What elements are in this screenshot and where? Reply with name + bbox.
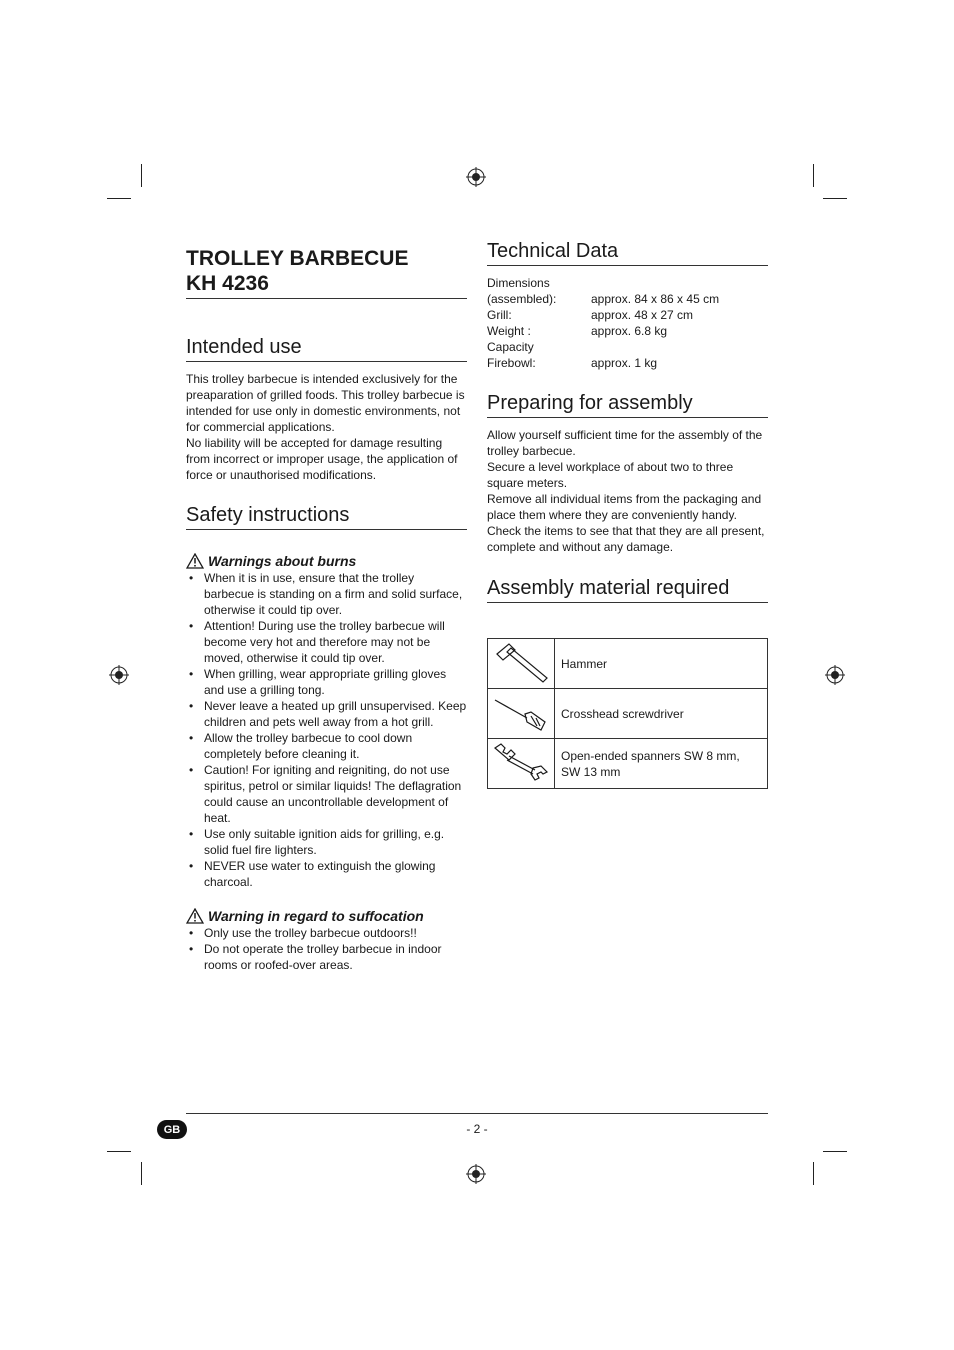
title-line-2: KH 4236 — [186, 272, 269, 295]
paragraph: Check the items to see that that they are all present, complete and without any damage. — [487, 524, 765, 554]
assembly-material-heading: Assembly material required — [487, 575, 768, 603]
table-row — [488, 689, 768, 739]
crop-mark — [823, 1151, 847, 1152]
tools-table — [487, 638, 768, 789]
table-row — [488, 639, 768, 689]
paragraph: Allow yourself sufficient time for the assembly of the trolley barbecue. — [487, 428, 763, 458]
intended-use-text — [186, 371, 467, 483]
table-row — [488, 739, 768, 789]
tech-value: approx. 48 x 27 cm — [591, 308, 694, 322]
warning-triangle-icon — [186, 553, 204, 569]
list-item: • Only use the trolley barbecue outdoors!! — [186, 925, 467, 941]
list-item: • Do not operate the trolley barbecue in indoor rooms or roofed-over areas. — [186, 941, 467, 973]
tech-row — [487, 307, 768, 323]
crop-mark — [823, 198, 847, 199]
warning-triangle-icon — [186, 908, 204, 924]
tech-value: approx. 1 kg — [591, 356, 658, 370]
tool-image-cell — [488, 689, 555, 739]
burns-warning-list — [186, 570, 467, 890]
crop-mark — [107, 1151, 131, 1152]
safety-instructions-heading: Safety instructions — [186, 502, 467, 530]
tool-image-cell — [488, 639, 555, 689]
crop-mark — [813, 164, 814, 187]
registration-mark-icon — [466, 167, 486, 187]
tech-label: Capacity — [487, 340, 534, 354]
tool-label: Open-ended spanners SW 8 mm, SW 13 mm — [555, 739, 768, 789]
burns-warning-heading — [186, 552, 467, 570]
burns-warning-title: Warnings about burns — [208, 553, 357, 569]
paragraph: This trolley barbecue is intended exclusively for the preaparation of grilled foods. This trolley barbecue is intended for use only in domestic environments, not for commercial applications. — [186, 372, 465, 434]
tool-image-cell — [488, 739, 555, 789]
preparing-assembly-heading: Preparing for assembly — [487, 390, 768, 418]
crop-mark — [813, 1162, 814, 1185]
tool-label: Hammer — [555, 639, 768, 689]
tech-label: Firebowl: — [487, 356, 536, 370]
list-item: • Never leave a heated up grill unsupervised. Keep children and pets well away from a hot grill. — [186, 698, 467, 730]
tech-row — [487, 291, 768, 307]
language-badge: GB — [157, 1120, 187, 1139]
tech-label: (assembled): — [487, 292, 557, 306]
technical-data-heading: Technical Data — [487, 238, 768, 266]
tool-label: Crosshead screwdriver — [555, 689, 768, 739]
registration-mark-icon — [466, 1164, 486, 1184]
tech-label: Weight : — [487, 324, 531, 338]
list-item: • When it is in use, ensure that the trolley barbecue is standing on a firm and solid surface, otherwise it could tip over. — [186, 570, 467, 618]
tech-value: approx. 84 x 86 x 45 cm — [591, 292, 720, 306]
hammer-icon — [491, 640, 551, 684]
suffocation-warning-list — [186, 925, 467, 973]
document-title — [186, 246, 467, 299]
crop-mark — [141, 164, 142, 187]
tech-label: Dimensions — [487, 276, 550, 290]
paragraph: No liability will be accepted for damage resulting from incorrect or improper usage, the application of force or unauthorised modifications. — [186, 436, 458, 482]
title-line-1: TROLLEY BARBECUE — [186, 247, 409, 270]
registration-mark-icon — [825, 665, 845, 685]
intended-use-heading: Intended use — [186, 334, 467, 362]
preparing-assembly-text — [487, 427, 768, 555]
right-column — [487, 238, 768, 789]
list-item: • Allow the trolley barbecue to cool down completely before cleaning it. — [186, 730, 467, 762]
crop-mark — [107, 198, 131, 199]
tech-row — [487, 339, 768, 355]
list-item: • Attention! During use the trolley barbecue will become very hot and therefore may not be moved, otherwise it could tip over. — [186, 618, 467, 666]
spanner-icon — [491, 740, 551, 784]
paragraph: Remove all individual items from the packaging and place them where they are conveniently handy. — [487, 492, 762, 522]
tech-row — [487, 323, 768, 339]
page-number: - 2 - — [466, 1122, 488, 1136]
crop-mark — [141, 1162, 142, 1185]
tech-value: approx. 6.8 kg — [591, 324, 668, 338]
tech-row — [487, 355, 768, 371]
left-column — [186, 246, 467, 973]
suffocation-warning-heading — [186, 907, 467, 925]
list-item: • Caution! For igniting and reigniting, do not use spiritus, petrol or similar liquids! The deflagration could cause an uncontrollable development of heat. — [186, 762, 467, 826]
screwdriver-icon — [491, 690, 551, 734]
list-item: • NEVER use water to extinguish the glowing charcoal. — [186, 858, 467, 890]
suffocation-warning-title: Warning in regard to suffocation — [208, 908, 424, 924]
tech-label: Grill: — [487, 308, 512, 322]
list-item: • When grilling, wear appropriate grilling gloves and use a grilling tong. — [186, 666, 467, 698]
registration-mark-icon — [109, 665, 129, 685]
list-item: • Use only suitable ignition aids for grilling, e.g. solid fuel fire lighters. — [186, 826, 467, 858]
footer-divider — [186, 1113, 768, 1114]
technical-data-list — [487, 275, 768, 371]
paragraph: Secure a level workplace of about two to three square meters. — [487, 460, 734, 490]
tech-row — [487, 275, 768, 291]
